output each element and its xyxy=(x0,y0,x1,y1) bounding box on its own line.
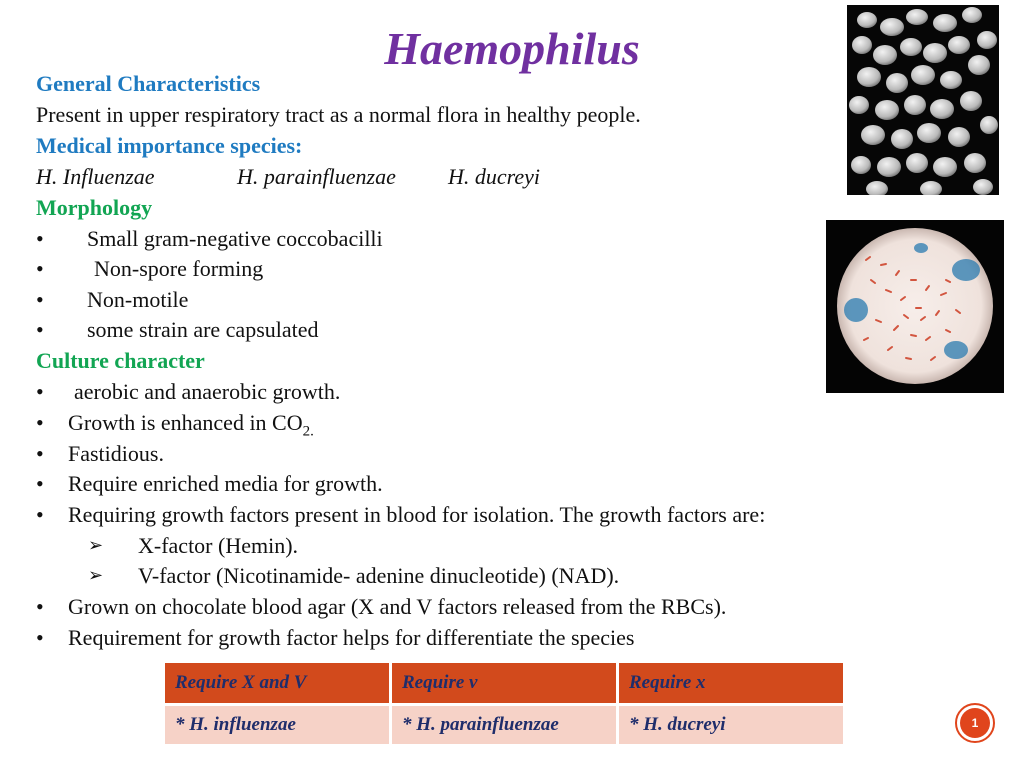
bullet-icon: • xyxy=(36,256,44,281)
list-item-text: Growth is enhanced in $CO_{2.}$ xyxy=(68,410,314,440)
species-item: H. ducreyi xyxy=(448,164,541,189)
growth-factor-table xyxy=(162,663,846,744)
species-list xyxy=(36,164,636,190)
sub-list-item-text: V-factor (Nicotinamide- adenine dinucleotide) (NAD). xyxy=(138,563,620,588)
species-item: H. Influenzae xyxy=(36,164,155,189)
bullet-icon: • xyxy=(36,317,44,342)
bullet-icon: • xyxy=(36,410,44,435)
list-item xyxy=(36,256,536,282)
bullet-icon: • xyxy=(36,287,44,312)
sub-list-item-text: X-factor (Hemin). xyxy=(138,533,299,558)
list-item-text: Require enriched media for growth. xyxy=(68,471,383,496)
sub-list-item xyxy=(36,563,736,589)
table-header-cell: Require x xyxy=(619,663,843,703)
list-item-text: Grown on chocolate blood agar (X and V factors released from the RBCs). xyxy=(68,594,727,619)
list-item xyxy=(36,502,936,528)
table-header-cell: Require v xyxy=(392,663,616,703)
list-item-text: Non-spore forming xyxy=(94,256,264,281)
list-item xyxy=(36,317,536,343)
list-item-text: aerobic and anaerobic growth. xyxy=(74,379,341,404)
general-characteristics-text: Present in upper respiratory tract as a normal flora in healthy people. xyxy=(36,102,641,127)
list-item xyxy=(36,625,936,651)
table-row xyxy=(165,703,843,744)
bullet-icon: • xyxy=(36,471,44,496)
list-item xyxy=(36,379,636,405)
list-item xyxy=(36,287,536,313)
bullet-icon: • xyxy=(36,379,44,404)
bullet-icon: • xyxy=(36,226,44,251)
list-item-text: some strain are capsulated xyxy=(87,317,319,342)
list-item-text: Non-motile xyxy=(87,287,189,312)
list-item xyxy=(36,410,636,440)
list-item xyxy=(36,594,936,620)
electron-micrograph-image xyxy=(847,5,999,195)
list-item xyxy=(36,441,636,467)
table-cell: * H. influenzae xyxy=(165,703,389,744)
list-item xyxy=(36,226,536,252)
page-number: 1 xyxy=(971,716,979,730)
table-header-cell: Require X and V xyxy=(165,663,389,703)
medical-importance-heading: Medical importance species: xyxy=(36,133,303,158)
list-item-text: Requirement for growth factor helps for differentiate the species xyxy=(68,625,635,650)
list-item-text: Fastidious. xyxy=(68,441,164,466)
page-title: Haemophilus xyxy=(384,23,640,74)
culture-character-heading: Culture character xyxy=(36,348,205,373)
species-item: H. parainfluenzae xyxy=(237,164,396,189)
table-cell: * H. ducreyi xyxy=(619,703,843,744)
arrow-bullet-icon: ➢ xyxy=(88,535,104,556)
sub-list-item xyxy=(36,533,736,559)
bullet-icon: • xyxy=(36,441,44,466)
morphology-heading: Morphology xyxy=(36,195,153,220)
list-item-text: Requiring growth factors present in blood for isolation. The growth factors are: xyxy=(68,502,766,527)
list-item xyxy=(36,471,636,497)
bullet-icon: • xyxy=(36,594,44,619)
list-item-text: Small gram-negative coccobacilli xyxy=(87,226,383,251)
table-cell: * H. parainfluenzae xyxy=(392,703,616,744)
arrow-bullet-icon: ➢ xyxy=(88,565,104,586)
bullet-icon: • xyxy=(36,502,44,527)
bullet-icon: • xyxy=(36,625,44,650)
table-header-row xyxy=(165,663,843,703)
general-characteristics-heading: General Characteristics xyxy=(36,71,261,96)
gram-stain-microscope-image xyxy=(826,220,1004,393)
